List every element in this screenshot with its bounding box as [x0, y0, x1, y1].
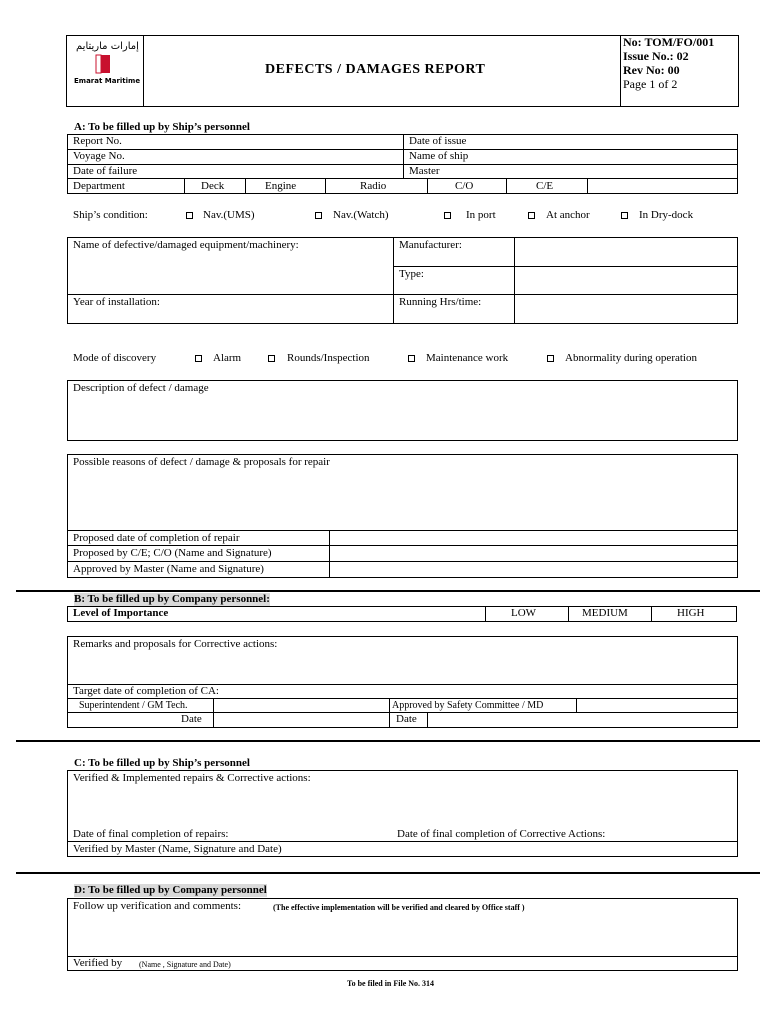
verified-by-label: Verified by — [73, 957, 123, 969]
issue-number: Issue No.: 02 — [623, 49, 689, 63]
condition-in-port: In port — [466, 209, 496, 221]
verified-by-note: (Name , Signature and Date) — [139, 960, 231, 969]
checkbox-in-port[interactable] — [444, 212, 451, 219]
dept-radio[interactable]: Radio — [360, 180, 387, 192]
manufacturer-label: Manufacturer: — [399, 239, 462, 251]
dept-co[interactable]: C/O — [455, 180, 474, 192]
follow-up-note: (The effective implementation will be verified and cleared by Office staff ) — [273, 903, 525, 912]
mode-rounds: Rounds/Inspection — [287, 352, 370, 364]
logo-name-text: Emarat Maritime — [74, 77, 141, 85]
superintendent-label: Superintendent / GM Tech. — [79, 700, 188, 711]
date-final-repairs-label: Date of final completion of repairs: — [73, 828, 229, 840]
year-installation-label: Year of installation: — [73, 296, 160, 308]
dept-deck[interactable]: Deck — [201, 180, 225, 192]
verified-master-label: Verified by Master (Name, Signature and Date) — [73, 843, 282, 855]
doc-number: No: TOM/FO/001 — [623, 35, 715, 49]
target-date-label: Target date of completion of CA: — [73, 685, 219, 697]
equipment-name-label: Name of defective/damaged equipment/machinery: — [73, 239, 299, 251]
follow-up-label: Follow up verification and comments: — [73, 900, 242, 912]
condition-in-dry-dock: In Dry-dock — [639, 209, 694, 221]
level-importance-label: Level of Importance — [73, 607, 169, 619]
remarks-label: Remarks and proposals for Corrective actions: — [73, 638, 278, 650]
checkbox-maintenance[interactable] — [408, 355, 415, 362]
checkbox-alarm[interactable] — [195, 355, 202, 362]
checkbox-abnormality[interactable] — [547, 355, 554, 362]
condition-nav-watch: Nav.(Watch) — [333, 209, 389, 221]
mode-maintenance: Maintenance work — [426, 352, 509, 364]
ship-condition-label: Ship’s condition: — [73, 209, 148, 221]
document-title: DEFECTS / DAMAGES REPORT — [265, 62, 486, 77]
date-of-failure-label: Date of failure — [73, 165, 138, 177]
logo-flag-icon — [92, 53, 114, 75]
running-hrs-label: Running Hrs/time: — [399, 296, 482, 308]
verified-implemented-label: Verified & Implemented repairs & Corrective actions: — [73, 772, 311, 784]
section-c-separator — [16, 740, 760, 742]
approved-by-master-label: Approved by Master (Name and Signature) — [73, 563, 264, 575]
date-final-ca-label: Date of final completion of Corrective Actions: — [397, 828, 606, 840]
level-medium[interactable]: MEDIUM — [582, 607, 628, 619]
company-logo — [72, 40, 141, 100]
level-low[interactable]: LOW — [511, 607, 537, 619]
section-d-title: D: To be filled up by Company personnel — [74, 884, 267, 896]
description-label: Description of defect / damage — [73, 382, 209, 394]
approved-date-label: Date — [396, 713, 417, 725]
revision-number: Rev No: 00 — [623, 63, 680, 77]
approved-safety-label: Approved by Safety Committee / MD — [392, 700, 544, 711]
superintendent-date-label: Date — [181, 713, 202, 725]
report-no-label: Report No. — [73, 135, 122, 147]
checkbox-rounds[interactable] — [268, 355, 275, 362]
level-high[interactable]: HIGH — [677, 607, 705, 619]
dept-ce[interactable]: C/E — [536, 180, 554, 192]
mode-abnormality: Abnormality during operation — [565, 352, 697, 364]
mode-alarm: Alarm — [213, 352, 242, 364]
header-divider-right — [620, 35, 621, 107]
section-c-title: C: To be filled up by Ship’s personnel — [74, 757, 250, 769]
checkbox-in-dry-dock[interactable] — [621, 212, 628, 219]
checkbox-at-anchor[interactable] — [528, 212, 535, 219]
checkbox-nav-ums[interactable] — [186, 212, 193, 219]
page-number: Page 1 of 2 — [623, 77, 678, 91]
checkbox-nav-watch[interactable] — [315, 212, 322, 219]
proposed-date-label: Proposed date of completion of repair — [73, 532, 240, 544]
name-of-ship-label: Name of ship — [409, 150, 469, 162]
logo-arabic-text: إمارات ماريتايم — [76, 41, 139, 52]
file-note: To be filed in File No. 314 — [347, 979, 435, 988]
section-b-title: B: To be filled up by Company personnel: — [74, 593, 270, 605]
header-divider-left — [143, 35, 144, 107]
department-label: Department — [73, 180, 125, 192]
mode-discovery-label: Mode of discovery — [73, 352, 157, 364]
section-a-title: A: To be filled up by Ship’s personnel — [74, 121, 250, 133]
condition-at-anchor: At anchor — [546, 209, 590, 221]
master-label: Master — [409, 165, 440, 177]
type-label: Type: — [399, 268, 424, 280]
date-of-issue-label: Date of issue — [409, 135, 467, 147]
section-d-separator — [16, 872, 760, 874]
voyage-no-label: Voyage No. — [73, 150, 125, 162]
proposed-by-label: Proposed by C/E; C/O (Name and Signature) — [73, 547, 272, 559]
condition-nav-ums: Nav.(UMS) — [203, 209, 255, 221]
section-b-separator — [16, 590, 760, 592]
possible-reasons-label: Possible reasons of defect / damage & proposals for repair — [73, 456, 330, 468]
dept-engine[interactable]: Engine — [265, 180, 297, 192]
